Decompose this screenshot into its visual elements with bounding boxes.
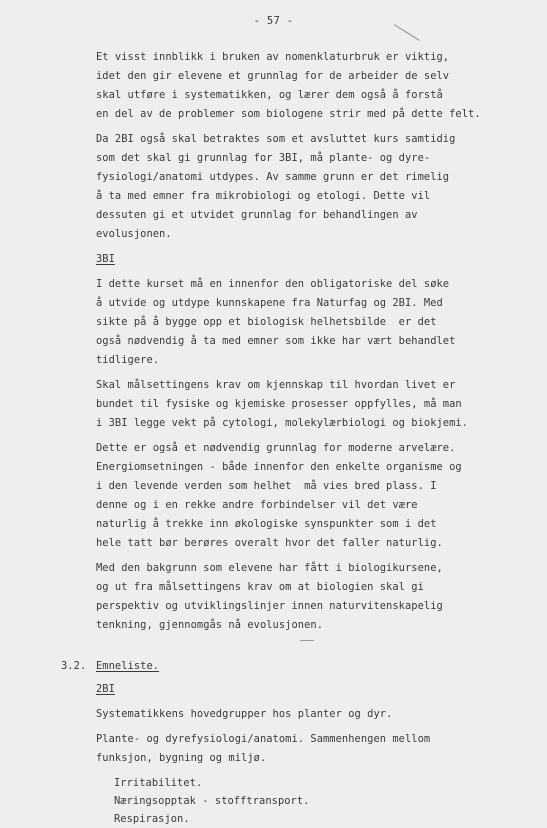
topic-physiology: [96, 730, 536, 768]
list-item: Respirasjon.: [114, 813, 190, 825]
text-line: Energiomsetningen - både innenfor den enkelte organisme og: [96, 461, 462, 473]
text-line: Med den bakgrunn som elevene har fått i biologikursene,: [96, 562, 443, 574]
text-line: i den levende verden som helhet må vies bred plass. I: [96, 480, 437, 492]
text-line: funksjon, bygning og miljø.: [96, 752, 267, 764]
text-line: idet den gir elevene et grunnlag for de arbeider de selv: [96, 70, 450, 82]
subheading-3bi: 3BI: [96, 253, 115, 265]
section-heading: [61, 657, 536, 676]
text-line: Dette er også et nødvendig grunnlag for moderne arvelære.: [96, 442, 456, 454]
topic-list: [114, 774, 536, 828]
subheading-2bi: 2BI: [96, 683, 115, 695]
text-line: og ut fra målsettingens krav om at biologien skal gi: [96, 581, 424, 593]
page-number: - 57 -: [253, 15, 294, 27]
text-line: skal utføre i systematikken, og lærer dem også å forstå: [96, 89, 443, 101]
paragraph-3bi-course: [96, 275, 536, 370]
page-body: [61, 48, 536, 828]
text-line: fysiologi/anatomi utdypes. Av samme grunn er det rimelig: [96, 171, 450, 183]
text-line: en del av de problemer som biologene strir med på dette felt.: [96, 108, 481, 120]
text-line: sikte på å bygge opp et biologisk helhetsbilde er det: [96, 316, 437, 328]
paragraph-genetics: [96, 439, 536, 553]
section-number: 3.2.: [61, 660, 87, 672]
text-line: Et visst innblikk i bruken av nomenklaturbruk er viktig,: [96, 51, 450, 63]
text-line: også nødvendig å ta med emner som ikke har vært behandlet: [96, 335, 456, 347]
section-title: Emneliste.: [96, 660, 160, 672]
text-line: Systematikkens hovedgrupper hos planter og dyr.: [96, 708, 393, 720]
text-line: tenkning, gjennomgås nå evolusjonen.: [96, 619, 324, 631]
topic-systematics: [96, 705, 536, 724]
paragraph-goals: [96, 376, 536, 433]
text-line: Da 2BI også skal betraktes som et avsluttet kurs samtidig: [96, 133, 456, 145]
text-line: å ta med emner fra mikrobiologi og etologi. Dette vil: [96, 190, 431, 202]
text-line: naturlig å trekke inn økologiske synspunkter som i det: [96, 518, 437, 530]
paragraph-evolution: [96, 559, 536, 635]
text-line: hele tatt bør berøres overalt hvor det faller naturlig.: [96, 537, 443, 549]
text-line: som det skal gi grunnlag for 3BI, må plante- og dyre-: [96, 152, 431, 164]
text-line: i 3BI legge vekt på cytologi, molekylærbiologi og biokjemi.: [96, 417, 469, 429]
text-line: tidligere.: [96, 354, 160, 366]
text-line: I dette kurset må en innenfor den obligatoriske del søke: [96, 278, 450, 290]
text-line: perspektiv og utviklingslinjer innen naturvitenskapelig: [96, 600, 443, 612]
list-item: Irritabilitet.: [114, 777, 203, 789]
text-line: bundet til fysiske og kjemiske prosesser oppfylles, må man: [96, 398, 462, 410]
text-line: evolusjonen.: [96, 228, 172, 240]
text-line: Plante- og dyrefysiologi/anatomi. Sammenhengen mellom: [96, 733, 431, 745]
paragraph-2bi-course: [96, 130, 536, 244]
text-line: denne og i en rekke andre forbindelser vil det være: [96, 499, 418, 511]
text-line: å utvide og utdype kunnskapene fra Naturfag og 2BI. Med: [96, 297, 443, 309]
paragraph-intro: [96, 48, 536, 124]
text-line: Skal målsettingens krav om kjennskap til hvordan livet er: [96, 379, 456, 391]
list-item: Næringsopptak - stofftransport.: [114, 795, 310, 807]
text-line: dessuten gi et utvidet grunnlag for behandlingen av: [96, 209, 418, 221]
